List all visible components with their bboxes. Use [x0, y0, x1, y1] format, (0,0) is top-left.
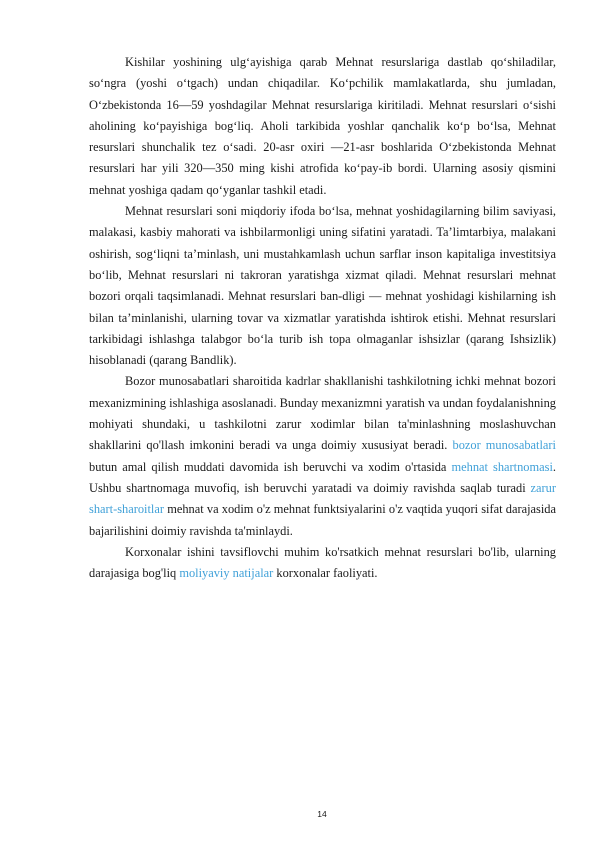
paragraph-text: . Ushbu shartnomaga muvofiq, ish beruvchi yaratadi va doimiy ravishda saqlab turadi	[89, 459, 556, 495]
paragraph-labor-resources-age: Kishilar yoshining ulg‘ayishiga qarab Mehnat resurslariga dastlab qo‘shiladilar, so‘ngra (yoshi o‘tgach) undan chiqadilar. Ko‘pchilik mamlakatlarda, shu jumladan, O‘zbekistonda 16—59 yoshdagilar Mehnat resurslariga kiritiladi. Mehnat resurslari o‘sishi aholining ko‘payishiga bog‘liq. Aholi tarkibida yoshlar qanchalik ko‘p bo‘lsa, Mehnat resurslari shunchalik tez o‘sadi. 20-asr oxiri —21-asr boshlarida O‘zbekistonda Mehnat resurslari har yili 320—350 ming kishi atrofida ko‘pay-ib bordi. Ularning asosiy qismini mehnat yoshiga qadam qo‘yganlar tashkil etadi.	[89, 55, 556, 197]
link-zarur-shart-sharoitlar[interactable]: zarur shart-sharoitlar	[89, 480, 556, 517]
paragraph-text: Korxonalar ishini tavsiflovchi muhim ko'rsatkich mehnat resurslari bo'lib, ularning darajasiga bog'liq	[89, 544, 556, 581]
paragraph-text: mehnat va xodim o'z mehnat funktsiyalarini o'z vaqtida yuqori sifat darajasida bajarilishini doimiy ravishda ta'minlaydi.	[89, 502, 556, 538]
link-mehnat-shartnomasi[interactable]: mehnat shartnomasi	[451, 459, 553, 474]
paragraph-enterprise-indicators	[89, 542, 556, 585]
paragraph-text: Bozor munosabatlari sharoitida kadrlar shakllanishi tashkilotning ichki mehnat bozori mexanizmining ishlashiga asoslanadi. Bunday mexanizmni yaratish va undan foydalanishning mohiyati shundaki, u tashkilotni zarur xodimlar bilan ta'minlashning moslashuvchan shakllarini qo'llash imkonini beradi va unga doimiy xususiyat beradi.	[89, 374, 556, 453]
page-number: 14	[317, 809, 327, 819]
paragraph-market-conditions	[89, 371, 556, 541]
paragraph-labor-resources-quality: Mehnat resurslari soni miqdoriy ifoda bo‘lsa, mehnat yoshidagilarning bilim saviyasi, malakasi, kasbiy mahorati va ishbilarmonligi uning sifatini yaratadi. Ta’limtarbiya, malakani oshirish, sog‘liqni ta’minlash, uni mustahkamlash uchun sarflar inson kapitaliga investitsiya bo‘lib, Mehnat resurslari ni takroran yaratishga xizmat qiladi. Mehnat resurslari mehnat bozori orqali taqsimlanadi. Mehnat resurslari ban-dligi — mehnat yoshidagi kishilarning ish bilan ta’minlanishi, ularning tovar va xizmatlar yaratishda ishtirok etishi. Mehnat resurslari tarkibidagi ishlashga talabgor bo‘la turib ish topa olmaganlar ishsizlar (qarang Ishsizlik) hisoblanadi (qarang Bandlik).	[89, 204, 556, 368]
paragraph-text: butun amal qilish muddati davomida ish beruvchi va xodim o'rtasida	[89, 459, 447, 474]
paragraph-text: korxonalar faoliyati.	[276, 566, 378, 581]
link-moliyaviy-natijalar[interactable]: moliyaviy natijalar	[179, 566, 274, 581]
link-bozor-munosabatlari[interactable]: bozor munosabatlari	[452, 438, 556, 453]
document-page	[89, 52, 556, 584]
